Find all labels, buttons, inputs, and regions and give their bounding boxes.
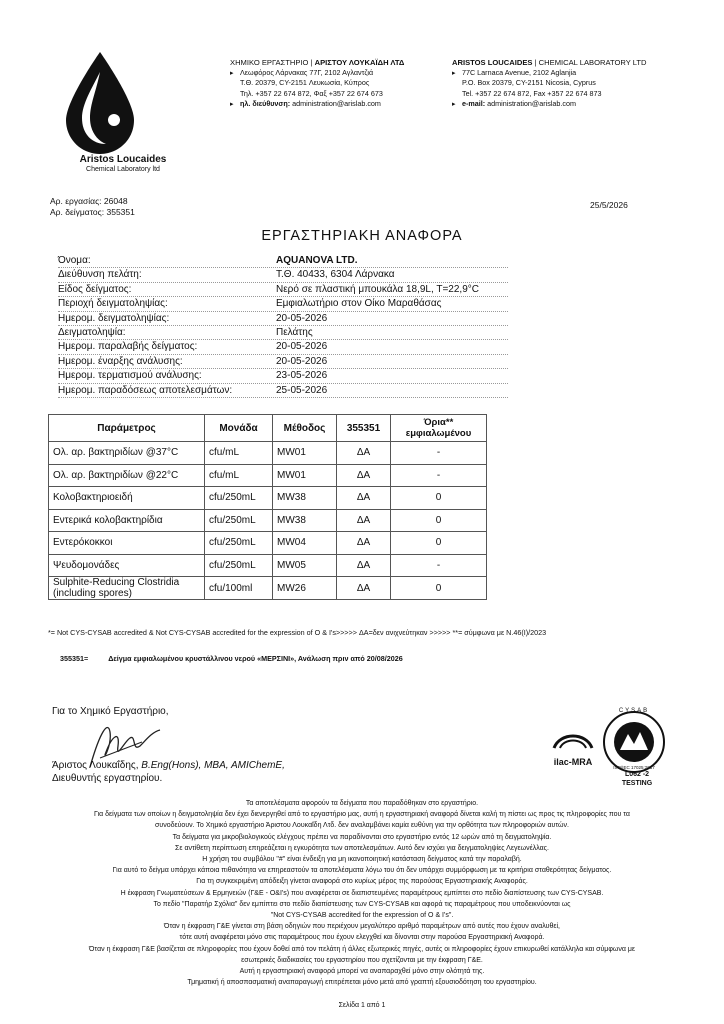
footer-line: Αυτή η εργαστηριακή αναφορά μπορεί να αναπαραχθεί μόνο στην ολότητά της. [239,968,485,976]
info-label: Διεύθυνση πελάτη: [58,269,142,281]
unit-cell: cfu/mL [205,442,273,465]
report-title: ΕΡΓΑΣΤΗΡΙΑΚΗ ΑΝΑΦΟΡΑ [261,228,463,244]
footer-line: Για τη συγκεκριμένη απόδειξη γίνεται αναφορά στο κυρίως μέρος της παρούσας Εργαστηριακής Αναφοράς. [196,878,528,886]
greek-title-bold: ΑΡΙΣΤΟΥ ΛΟΥΚΑΪΔΗ ΛΤΔ [314,58,405,67]
footer-line: Σε αντίθετη περίπτωση επηρεάζεται η εγκυρότητα των αποτελεσμάτων. Αυτό δεν ισχύει για δειγματοληψίες Λεγεωνέλλας. [175,844,549,852]
job-meta [50,196,135,218]
parameter-cell: Εντερόκοκκοι [49,532,205,555]
bullet-arrow-icon: ▸ [452,98,456,108]
info-value: Νερό σε πλαστική μπουκάλα 18,9L, T=22,9°C [276,283,479,295]
result-cell: ΔΑ [337,487,391,510]
parameter-cell: Κολοβακτηριοειδή [49,487,205,510]
table-row [49,532,487,555]
result-cell: ΔΑ [337,532,391,555]
greek-address-line: Λεωφόρος Λάρνακας 77Γ, 2102 Αγλαντζιά [240,68,374,78]
info-label: Ημερομ. τερματισμού ανάλυσης: [58,370,202,382]
company-subtitle: Chemical Laboratory ltd [86,166,160,173]
ilac-label: ilac-MRA [553,757,593,767]
info-label: Ημερομ. έναρξης ανάλυσης: [58,355,183,367]
result-cell: ΔΑ [337,442,391,465]
parameter-cell: Ολ. αρ. βακτηριδίων @22°C [49,464,205,487]
info-value: 20-05-2026 [276,312,328,324]
info-value: Πελάτης [276,327,313,339]
method-cell: MW05 [273,554,337,577]
bullet-arrow-icon: ▸ [230,68,234,78]
job-label: Αρ. εργασίας: [50,196,102,206]
info-label: Είδος δείγματος: [58,283,132,295]
signatory-name: Άριστος Λουκαΐδης, [52,760,139,771]
method-cell: MW01 [273,464,337,487]
page-number: Σελίδα 1 από 1 [338,1002,386,1009]
ilac-swirl-icon [550,730,596,752]
info-label: Περιοχή δειγματοληψίας: [58,298,168,310]
footer-line: τότε αυτή αναφέρεται μόνο στις παραμέτρους που έχουν ελεγχθεί και δίνονται στην παρούσα Εργαστηριακή Αναφορά. [179,934,545,942]
unit-cell: cfu/250mL [205,532,273,555]
result-cell: ΔΑ [337,464,391,487]
header-greek: ΧΗΜΙΚΟ ΕΡΓΑΣΤΗΡΙΟ | ΑΡΙΣΤΟΥ ΛΟΥΚΑΪΔΗ ΛΤΔ ▸ Λεωφόρος Λάρνακας 77Γ, 2102 Αγλαντζιά Τ.Θ. 20379, CY-2151 Λευκωσία, Κύπρος Τηλ. +357 22 674 872, Φαξ +357 22 674 673 ▸ ηλ. διεύθυνση: administration@arislab.com [230,58,405,108]
footer-line: εσωτερικές διαδικασίες του εργαστηρίου που σχετίζονται με την έκφραση Γ&Ε. [241,956,483,964]
column-header: Όρια** εμφιαλωμένου [391,415,487,442]
parameter-cell: Ψευδομονάδες [49,554,205,577]
english-title-suffix: CHEMICAL LABORATORY LTD [538,58,647,67]
limit-cell: 0 [391,532,487,555]
table-row [49,554,487,577]
footer-line: "Not CYS-CYSAB accredited for the expression of O & I's". [270,912,454,920]
footer-line: Τμηματική ή αποσπασματική αναπαραγωγή επιτρέπεται μόνο μετά από γραπτή εξουσιοδότηση του εργαστηρίου. [187,979,537,987]
table-row [49,577,487,600]
signatory [52,760,285,772]
parameter-cell: Ολ. αρ. βακτηριδίων @37°C [49,442,205,465]
sample-info [58,254,508,398]
accreditation-badge [548,706,668,786]
sample-note-text: Δείγμα εμφιαλωμένου κρυστάλλινου νερού «ΜΕΡΣΙΝΙ», Ανάλωση πριν από 20/08/2026 [108,654,403,663]
greek-phone-line: Τηλ. +357 22 674 872, Φαξ +357 22 674 673 [240,88,383,98]
info-value: Τ.Θ. 40433, 6304 Λάρνακα [276,269,395,281]
job-number: 26048 [103,196,128,206]
greek-email[interactable]: administration@arislab.com [292,98,381,108]
column-header: Μονάδα [205,415,273,442]
cysab-seal [602,710,666,774]
column-header: 355351 [337,415,391,442]
limit-cell: - [391,464,487,487]
info-value: AQUANOVA LTD. [276,255,358,266]
footer-line: Για αυτό το δείγμα υπάρχει κάποια πιθανότητα να επηρεαστούν τα αποτελέσματα λόγω του ότι δεν υπάρχει συμμόρφωση με τα κριτήρια σταθερότητας δείγματος. [112,867,612,875]
sample-label: Αρ. δείγματος: [50,207,105,217]
info-label: Ημερομ. δειγματοληψίας: [58,312,170,324]
header-english: ARISTOS LOUCAIDES | CHEMICAL LABORATORY LTD ▸ 77C Larnaca Avenue, 2102 Aglanjia P.O. Box 20379, CY-2151 Nicosia, Cyprus Tel. +357 22 674 872, Fax +357 22 674 873 ▸ e-mail: administration@arislab.com [452,58,647,108]
method-cell: MW26 [273,577,337,600]
greek-email-label: ηλ. διεύθυνση: [240,98,291,108]
table-header-row [49,415,487,442]
footer-line: Για δείγματα των οποίων η δειγματοληψία δεν έχει διενεργηθεί από το εργαστήριο μας, αυτή η εργαστηριακή αναφορά δίνεται καλή τη πίστει ως προς τις πληροφορίες που τα [94,811,630,819]
info-label: Ημερομ. παραλαβής δείγματος: [58,341,198,353]
footer-line: Όταν η έκφραση Γ&Ε βασίζεται σε πληροφορίες που έχουν δοθεί από τον πελάτη ή άλλες εξωτερικές πηγές, αυτές οι πληροφορίες έχουν επικυρωθεί κατάλληλα και σύμφωνα με [89,945,635,953]
results-table [48,414,487,600]
report-date: 25/5/2026 [590,200,628,210]
footer-line: Η έκφραση Γνωματεύσεων & Ερμηνειών (Γ&Ε - O&I's) που αναφέρεται σε διαπιστευμένες παραμέτρους εμπίπτει στο πεδίο διαπίστευσης των CYS-CYSAB. [120,889,604,897]
method-cell: MW04 [273,532,337,555]
signatory-role: Διευθυντής εργαστηρίου. [52,773,163,784]
result-cell: ΔΑ [337,577,391,600]
method-cell: MW38 [273,487,337,510]
footer-line: Όταν η έκφραση Γ&Ε γίνεται στη βάση οδηγιών που περιέχουν μεγαλύτερο αριθμό παραμέτρων από αυτές που έχουν αναλυθεί, [164,923,560,931]
column-header: Μέθοδος [273,415,337,442]
lab-code: L062 -2 [624,771,650,778]
unit-cell: cfu/mL [205,464,273,487]
cysab-label: CYSAB [618,708,650,714]
sample-number: 355351 [106,207,135,217]
info-value: 25-05-2026 [276,384,328,396]
english-address-line: 77C Larnaca Avenue, 2102 Aglanjia [462,68,577,78]
result-cell: ΔΑ [337,554,391,577]
accreditation-code [612,770,662,788]
unit-cell: cfu/250mL [205,554,273,577]
footnote-legend: *= Not CYS-CYSAB accredited & Not CYS-CYSAB accredited for the expression of O & I's>>>>> ΔΑ=δεν ανιχνεύτηκαν >>>>> **= σύμφωνα με Ν.46(Ι)/2023 [48,628,547,637]
column-header: Παράμετρος [49,415,205,442]
english-email[interactable]: administration@arislab.com [487,98,576,108]
footer-line: Τα δείγματα για μικροβιολογικούς ελέγχους πρέπει να παραδίνονται στο εργαστήριο εντός 12 ωρών από τη δειγματοληψία. [172,833,552,841]
method-cell: MW01 [273,442,337,465]
limit-cell: 0 [391,487,487,510]
method-cell: MW38 [273,509,337,532]
english-email-label: e-mail: [462,98,486,108]
ilac-mra-logo [550,730,596,770]
limit-cell: - [391,442,487,465]
info-value: Εμφιαλωτήριο στον Οίκο Μαραθάσας [276,298,442,310]
limit-cell: 0 [391,509,487,532]
testing-label: TESTING [621,780,653,787]
table-row [49,442,487,465]
footer-line: Τα αποτελέσματα αφορούν τα δείγματα που παραδόθηκαν στο εργαστήριο. [245,800,479,807]
greek-title-prefix: ΧΗΜΙΚΟ ΕΡΓΑΣΤΗΡΙΟ [230,58,309,67]
english-title-bold: ARISTOS LOUCAIDES [452,58,533,67]
company-logo [60,48,140,158]
english-phone-line: Tel. +357 22 674 872, Fax +357 22 674 873 [462,88,602,98]
limit-cell: - [391,554,487,577]
unit-cell: cfu/100ml [205,577,273,600]
info-label: Ημερομ. παραδόσεως αποτελεσμάτων: [58,384,233,396]
info-label: Δειγματοληψία: [58,327,126,339]
info-label: Όνομα: [58,255,91,266]
footer-line: Το πεδίο "Παρατήρ Σχόλια" δεν εμπίπτει στο πεδίο διαπίστευσης των CYS-CYSAB και αφορά τις παραμέτρους που υποδεικνύονται ως [153,900,571,908]
company-name: Aristos Loucaides [79,154,167,165]
table-row [49,509,487,532]
bullet-arrow-icon: ▸ [230,98,234,108]
sample-note-id: 355351= [60,654,89,663]
english-address-line: P.O. Box 20379, CY-2151 Nicosia, Cyprus [462,78,596,88]
info-value: 23-05-2026 [276,370,328,382]
table-row [49,464,487,487]
signatory-credentials: B.Eng(Hons), MBA, AMIChemE, [141,760,285,771]
iso-label: ISO/IEC 17025:2017 [613,765,655,770]
unit-cell: cfu/250mL [205,509,273,532]
greek-address-line: Τ.Θ. 20379, CY-2151 Λευκωσία, Κύπρος [240,78,370,88]
footer-line: Η χρήση του συμβόλου "#" είναι ένδειξη για μη ικανοποιητική κατάσταση δείγματος κατά την παραλαβή. [202,856,522,864]
footer-disclaimer [40,798,684,988]
info-value: 20-05-2026 [276,341,328,353]
bullet-arrow-icon: ▸ [452,68,456,78]
result-cell: ΔΑ [337,509,391,532]
footer-line: συνοδεύουν. Το Χημικό εργαστήριο Άριστου Λουκαΐδη Λτδ. δεν αναλαμβάνει καμία ευθύνη για την ορθότητα των πληροφοριών αυτών. [155,822,569,830]
sample-note [60,654,403,663]
parameter-cell: Εντερικά κολοβακτηρίδια [49,509,205,532]
limit-cell: 0 [391,577,487,600]
unit-cell: cfu/250mL [205,487,273,510]
parameter-cell: Sulphite-Reducing Clostridia (including spores) [49,577,205,600]
signature-for: Για το Χημικό Εργαστήριο, [52,706,169,717]
info-value: 20-05-2026 [276,355,328,367]
table-row [49,487,487,510]
